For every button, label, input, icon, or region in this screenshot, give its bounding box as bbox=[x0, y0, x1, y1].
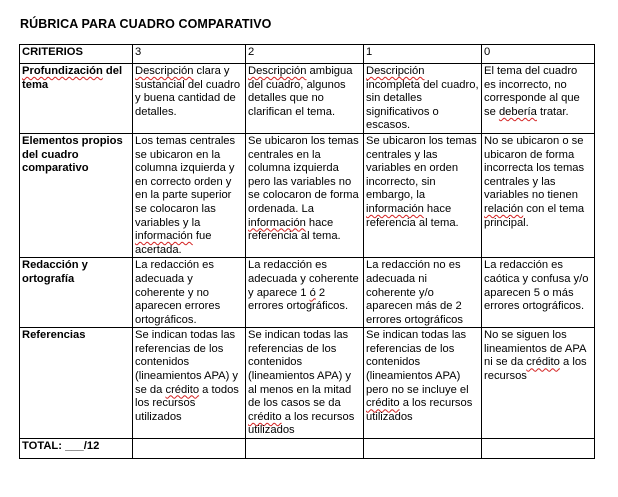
row-total bbox=[20, 439, 595, 459]
cell-profundizacion-0: El tema del cuadro es incorrecto, no corresponde al que se debería tratar. bbox=[482, 64, 595, 134]
total-label: TOTAL: ___/12 bbox=[20, 439, 133, 459]
row-redaccion bbox=[20, 258, 595, 328]
cell-profundizacion-2: Descripción ambigua del cuadro, algunos detalles que no clarifican el tema. bbox=[246, 64, 364, 134]
header-row bbox=[20, 45, 595, 64]
document-title: RÚBRICA PARA CUADRO COMPARATIVO bbox=[20, 17, 272, 31]
cell-redaccion-2: La redacción es adecuada y coherente y aparece 1 ó 2 errores ortográficos. bbox=[246, 258, 364, 328]
criterion-redaccion: Redacción y ortografía bbox=[20, 258, 133, 328]
cell-referencias-2: Se indican todas las referencias de los contenidos (lineamientos APA) y al menos en la mitad de los casos se da crédito a los recursos utilizados bbox=[246, 328, 364, 439]
cell-referencias-3: Se indican todas las referencias de los contenidos (lineamientos APA) y se da crédito a todos los recursos utilizados bbox=[133, 328, 246, 439]
cell-elementos-2: Se ubicaron los temas centrales en la columna izquierda pero las variables no se colocaron de forma ordenada. La información hace referencia al tema. bbox=[246, 133, 364, 257]
cell-elementos-3: Los temas centrales se ubicaron en la columna izquierda y en correcto orden y en la parte superior se colocaron las variables y la información fue acertada. bbox=[133, 133, 246, 257]
cell-redaccion-0: La redacción es caótica y confusa y/o aparecen 5 o más errores ortográficos. bbox=[482, 258, 595, 328]
row-elementos bbox=[20, 133, 595, 257]
header-level-1: 1 bbox=[364, 45, 482, 64]
cell-profundizacion-1: Descripción incompleta del cuadro, sin detalles significativos o escasos. bbox=[364, 64, 482, 134]
cell-elementos-0: No se ubicaron o se ubicaron de forma incorrecta los temas centrales y las variables no tienen relación con el tema principal. bbox=[482, 133, 595, 257]
rubric-table bbox=[19, 44, 595, 459]
criterion-elementos: Elementos propios del cuadro comparativo bbox=[20, 133, 133, 257]
cell-referencias-1: Se indican todas las referencias de los contenidos (lineamientos APA) pero no se incluye el crédito a los recursos utilizados bbox=[364, 328, 482, 439]
criterion-profundizacion: Profundización del tema bbox=[20, 64, 133, 134]
total-empty-0 bbox=[482, 439, 595, 459]
header-level-2: 2 bbox=[246, 45, 364, 64]
header-level-0: 0 bbox=[482, 45, 595, 64]
cell-referencias-0: No se siguen los lineamientos de APA ni se da crédito a los recursos bbox=[482, 328, 595, 439]
cell-redaccion-3: La redacción es adecuada y coherente y no aparecen errores ortográficos. bbox=[133, 258, 246, 328]
criterion-referencias: Referencias bbox=[20, 328, 133, 439]
cell-redaccion-1: La redacción no es adecuada ni coherente y/o aparecen más de 2 errores ortográficos bbox=[364, 258, 482, 328]
total-empty-3 bbox=[133, 439, 246, 459]
header-criterios: CRITERIOS bbox=[20, 45, 133, 64]
total-empty-2 bbox=[246, 439, 364, 459]
header-level-3: 3 bbox=[133, 45, 246, 64]
total-empty-1 bbox=[364, 439, 482, 459]
row-profundizacion bbox=[20, 64, 595, 134]
cell-profundizacion-3: Descripción clara y sustancial del cuadro y buena cantidad de detalles. bbox=[133, 64, 246, 134]
cell-elementos-1: Se ubicaron los temas centrales y las variables en orden incorrecto, sin embargo, la información hace referencia al tema. bbox=[364, 133, 482, 257]
row-referencias bbox=[20, 328, 595, 439]
